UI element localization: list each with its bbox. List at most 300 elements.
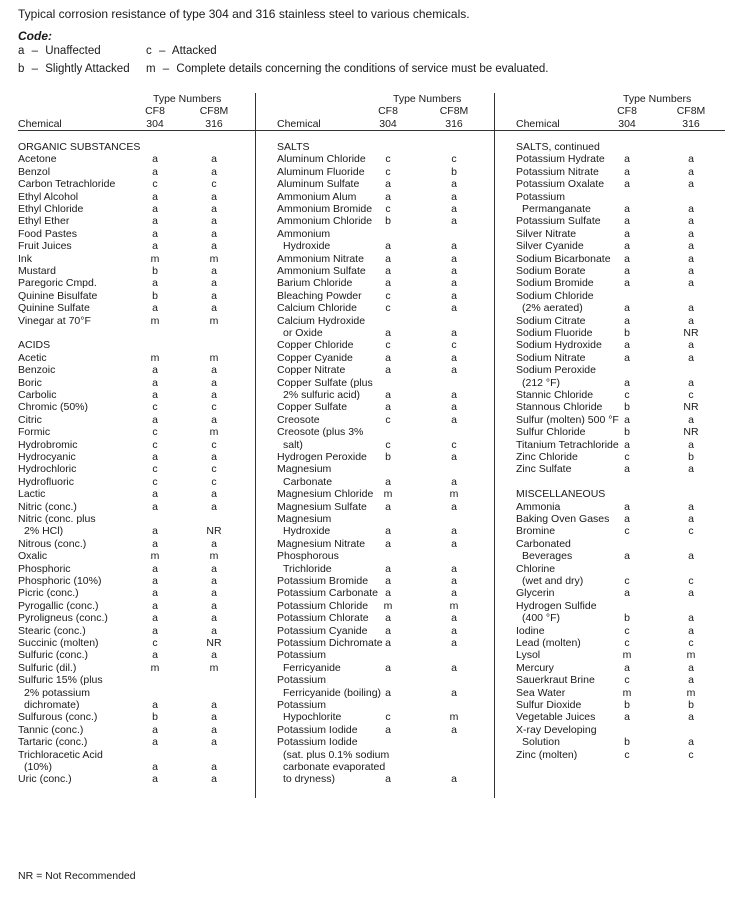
rating-316: a bbox=[211, 302, 217, 315]
chemical-name: Potassium Sulfate bbox=[516, 215, 601, 228]
table-row bbox=[516, 327, 741, 339]
code-label: Attacked bbox=[171, 45, 217, 57]
chemical-name: Sulfuric (conc.) bbox=[18, 649, 89, 662]
rating-304: a bbox=[152, 562, 158, 575]
rating-304: a bbox=[624, 302, 630, 315]
table-row bbox=[18, 302, 248, 314]
table-row bbox=[18, 377, 248, 389]
rating-304: a bbox=[385, 637, 391, 649]
table-row bbox=[277, 228, 487, 240]
rating-304: a bbox=[624, 265, 630, 277]
rating-304: a bbox=[624, 203, 630, 215]
table-row bbox=[516, 265, 741, 277]
rating-304: a bbox=[385, 364, 391, 377]
rating-316: a bbox=[688, 736, 694, 749]
chemical-name: (sat. plus 0.1% sodium bbox=[283, 748, 390, 761]
rating-316: a bbox=[451, 612, 457, 625]
table-row bbox=[277, 339, 487, 351]
chemical-name: Potassium Hydrate bbox=[516, 153, 605, 166]
chemical-name: Potassium Oxalate bbox=[516, 178, 605, 191]
rating-304: m bbox=[150, 252, 160, 265]
chemical-name: Carbolic bbox=[18, 389, 57, 401]
rating-304: c bbox=[624, 624, 630, 637]
rating-304: a bbox=[624, 277, 630, 290]
rating-316: a bbox=[211, 277, 217, 290]
rating-316: a bbox=[688, 227, 694, 240]
rating-316: a bbox=[211, 413, 217, 426]
table-row bbox=[516, 426, 741, 438]
rating-304: c bbox=[624, 575, 630, 587]
table-row bbox=[18, 761, 248, 773]
rating-304: a bbox=[152, 153, 158, 166]
chemical-name: Nitrous (conc.) bbox=[18, 537, 87, 550]
table-row bbox=[277, 575, 487, 587]
table-row bbox=[18, 463, 248, 475]
chemical-name: Magnesium Chloride bbox=[277, 488, 374, 501]
rating-316: a bbox=[211, 289, 217, 302]
chemical-heading: Chemical bbox=[18, 118, 62, 130]
rating-304: a bbox=[152, 736, 158, 749]
table-row bbox=[18, 773, 248, 785]
chemical-name: ACIDS bbox=[18, 339, 51, 352]
rating-316: a bbox=[211, 488, 217, 501]
rating-316: a bbox=[451, 413, 457, 426]
cf8m-heading: CF8M bbox=[199, 105, 229, 117]
chemical-heading: Chemical bbox=[277, 118, 321, 130]
rating-316: c bbox=[211, 475, 217, 488]
rating-316: a bbox=[451, 401, 457, 414]
code-dash: – bbox=[158, 45, 166, 57]
rating-304: c bbox=[385, 339, 391, 352]
table-row bbox=[18, 749, 248, 761]
chemical-name: Potassium bbox=[277, 674, 327, 687]
chemical-name: Titanium Tetrachloride bbox=[516, 438, 619, 451]
chemical-name: Potassium Dichromate bbox=[277, 637, 383, 649]
rating-316: a bbox=[451, 364, 457, 377]
table-row bbox=[18, 513, 248, 525]
rating-316: c bbox=[688, 525, 694, 538]
rating-316: NR bbox=[206, 637, 222, 649]
rating-316: a bbox=[451, 289, 457, 302]
rating-304: c bbox=[385, 203, 391, 215]
rating-316: m bbox=[209, 550, 219, 563]
code-item-m bbox=[146, 63, 548, 75]
table-row bbox=[277, 439, 487, 451]
table-row bbox=[18, 414, 248, 426]
rating-304: c bbox=[624, 748, 630, 761]
rating-316: a bbox=[451, 661, 457, 674]
table-row bbox=[18, 215, 248, 227]
table-row bbox=[277, 612, 487, 624]
chemical-name: Tartaric (conc.) bbox=[18, 736, 88, 749]
chemical-name: Ammonium bbox=[277, 227, 331, 240]
chemical-name: Mustard bbox=[18, 265, 56, 277]
chemical-name: Phosphoric (10%) bbox=[18, 575, 102, 587]
table-row bbox=[277, 637, 487, 649]
chemical-name: Permanganate bbox=[522, 203, 591, 215]
rating-304: a bbox=[152, 190, 158, 203]
table-row bbox=[516, 253, 741, 265]
table-row bbox=[18, 451, 248, 463]
table-row bbox=[18, 253, 248, 265]
chemical-name: Ammonium Bromide bbox=[277, 203, 373, 215]
rating-304: b bbox=[152, 289, 158, 302]
table-row bbox=[18, 736, 248, 748]
rating-304: a bbox=[152, 723, 158, 736]
rating-304: c bbox=[152, 475, 158, 488]
table-row bbox=[277, 699, 487, 711]
rating-316: a bbox=[451, 252, 457, 265]
table-row bbox=[516, 339, 741, 351]
chemical-name: Sulfur Chloride bbox=[516, 426, 586, 439]
rating-316: a bbox=[688, 351, 694, 364]
rating-304: a bbox=[152, 240, 158, 253]
table-row bbox=[516, 153, 741, 165]
rating-316: c bbox=[211, 401, 217, 414]
table-row bbox=[18, 525, 248, 537]
chemical-name: Lead (molten) bbox=[516, 637, 581, 649]
table-row bbox=[516, 463, 741, 475]
table-row bbox=[18, 290, 248, 302]
table-row bbox=[18, 476, 248, 488]
rating-316: a bbox=[688, 215, 694, 228]
table-row bbox=[18, 191, 248, 203]
rating-304: a bbox=[385, 723, 391, 736]
chemical-name: Paregoric Cmpd. bbox=[18, 277, 97, 290]
cf8m-heading: CF8M bbox=[439, 105, 469, 117]
chemical-name: Copper Cyanide bbox=[277, 351, 353, 364]
rating-304: a bbox=[152, 575, 158, 587]
chemical-name: Nitric (conc. plus bbox=[18, 513, 96, 525]
rating-304: m bbox=[622, 649, 632, 662]
chemical-name: Sodium Chloride bbox=[516, 289, 594, 302]
table-row bbox=[277, 352, 487, 364]
rating-304: a bbox=[152, 761, 158, 773]
rating-304: a bbox=[385, 612, 391, 625]
rating-316: m bbox=[209, 426, 219, 439]
chemical-name: Magnesium Sulfate bbox=[277, 500, 367, 513]
chemical-name: salt) bbox=[283, 438, 303, 451]
chemical-name: Hydrogen Peroxide bbox=[277, 451, 367, 463]
chemical-name: Baking Oven Gases bbox=[516, 513, 610, 525]
chemical-name: Magnesium bbox=[277, 463, 332, 476]
column-divider bbox=[255, 93, 256, 798]
rating-316: a bbox=[688, 277, 694, 290]
rating-304: a bbox=[152, 227, 158, 240]
table-row bbox=[516, 203, 741, 215]
code-label: Complete details concerning the conditions of service must be evaluated. bbox=[176, 63, 549, 75]
rating-316: a bbox=[451, 686, 457, 699]
chemical-name: SALTS, continued bbox=[516, 141, 600, 153]
chemical-name: Hydrofluoric bbox=[18, 475, 75, 488]
chemical-name: Potassium Chlorate bbox=[277, 612, 369, 625]
chemical-name: Ammonium Nitrate bbox=[277, 252, 364, 265]
rating-316: a bbox=[211, 190, 217, 203]
rating-304: a bbox=[624, 252, 630, 265]
table-row bbox=[277, 513, 487, 525]
rating-316: a bbox=[688, 587, 694, 600]
chemical-name: Potassium Nitrate bbox=[516, 165, 599, 178]
chemical-name: (10%) bbox=[24, 761, 53, 773]
rating-316: a bbox=[688, 165, 694, 178]
rating-304: a bbox=[152, 525, 158, 538]
table-row bbox=[516, 749, 741, 761]
chemical-name: Ink bbox=[18, 252, 33, 265]
rating-316: a bbox=[211, 699, 217, 711]
chemical-name: Sodium Hydroxide bbox=[516, 339, 602, 352]
rating-316: a bbox=[451, 773, 457, 786]
table-row bbox=[277, 191, 487, 203]
rating-304: a bbox=[385, 401, 391, 414]
rating-316: a bbox=[451, 525, 457, 538]
chemical-name: Copper Sulfate (plus bbox=[277, 376, 373, 389]
table-row bbox=[277, 687, 487, 699]
rating-316: a bbox=[211, 537, 217, 550]
rating-316: a bbox=[688, 624, 694, 637]
rating-316: a bbox=[451, 637, 457, 649]
rating-316: a bbox=[451, 537, 457, 550]
table-row bbox=[18, 563, 248, 575]
chemical-name: Sodium Borate bbox=[516, 265, 586, 277]
chemical-name: to dryness) bbox=[283, 773, 335, 786]
cf8-heading: CF8 bbox=[378, 105, 398, 117]
rating-304: a bbox=[624, 661, 630, 674]
rating-304: a bbox=[152, 649, 158, 662]
chemical-name: Potassium Iodide bbox=[277, 736, 358, 749]
chemical-name: Ethyl Chloride bbox=[18, 203, 84, 215]
rating-304: a bbox=[385, 686, 391, 699]
chemical-name: Sauerkraut Brine bbox=[516, 674, 595, 687]
304-heading: 304 bbox=[146, 118, 164, 130]
table-row bbox=[18, 600, 248, 612]
table-row bbox=[18, 625, 248, 637]
table-row bbox=[277, 277, 487, 289]
table-row bbox=[516, 488, 741, 500]
rating-316: a bbox=[211, 723, 217, 736]
chemical-name: Sulfuric 15% (plus bbox=[18, 674, 103, 687]
rating-304: a bbox=[624, 178, 630, 191]
chemical-name: Phosphorous bbox=[277, 550, 339, 563]
rating-316: a bbox=[688, 178, 694, 191]
table-row bbox=[18, 612, 248, 624]
type-numbers-heading: Type Numbers bbox=[153, 93, 222, 105]
code-key: b bbox=[18, 63, 25, 75]
rating-304: a bbox=[385, 575, 391, 587]
chemical-name: Formic bbox=[18, 426, 51, 439]
chemical-name: Copper Chloride bbox=[277, 339, 354, 352]
table-row bbox=[18, 265, 248, 277]
rating-304: m bbox=[150, 351, 160, 364]
table-row bbox=[18, 352, 248, 364]
chemical-name: Calcium Chloride bbox=[277, 302, 357, 315]
code-item-c bbox=[146, 45, 217, 57]
rating-304: b bbox=[385, 215, 391, 228]
chemical-name: Beverages bbox=[522, 550, 573, 563]
table-row bbox=[516, 277, 741, 289]
chemical-name: Carbon Tetrachloride bbox=[18, 178, 116, 191]
table-row bbox=[18, 315, 248, 327]
rating-304: c bbox=[624, 451, 630, 463]
chemical-name: Hydroxide bbox=[283, 240, 331, 253]
table-row bbox=[516, 352, 741, 364]
chemical-name: Creosote (plus 3% bbox=[277, 426, 364, 439]
table-row bbox=[18, 439, 248, 451]
table-row bbox=[277, 773, 487, 785]
chemical-name: Potassium Cyanide bbox=[277, 624, 368, 637]
rating-304: c bbox=[152, 401, 158, 414]
rating-304: a bbox=[624, 413, 630, 426]
chemical-name: ORGANIC SUBSTANCES bbox=[18, 141, 141, 153]
table-row bbox=[277, 724, 487, 736]
rating-304: c bbox=[152, 426, 158, 439]
chemical-name: SALTS bbox=[277, 141, 310, 153]
rating-304: m bbox=[383, 488, 393, 501]
table-row bbox=[18, 674, 248, 686]
rating-316: a bbox=[211, 265, 217, 277]
rating-316: a bbox=[211, 599, 217, 612]
rating-316: a bbox=[688, 339, 694, 352]
chemical-name: Oxalic bbox=[18, 550, 48, 563]
chemical-name: Potassium Bromide bbox=[277, 575, 369, 587]
chemical-name: Copper Nitrate bbox=[277, 364, 346, 377]
rating-304: a bbox=[385, 661, 391, 674]
table-row bbox=[516, 228, 741, 240]
rating-304: a bbox=[624, 550, 630, 563]
rating-316: a bbox=[451, 587, 457, 600]
rating-316: c bbox=[211, 178, 217, 191]
rating-304: a bbox=[152, 203, 158, 215]
chemical-name: Potassium bbox=[516, 190, 566, 203]
table-row bbox=[277, 476, 487, 488]
rating-316: c bbox=[688, 748, 694, 761]
rating-304: c bbox=[152, 438, 158, 451]
rating-304: a bbox=[152, 699, 158, 711]
304-heading: 304 bbox=[379, 118, 397, 130]
table-row bbox=[277, 649, 487, 661]
rating-304: a bbox=[152, 612, 158, 625]
rating-304: b bbox=[624, 426, 630, 439]
table-row bbox=[277, 141, 487, 153]
rating-316: m bbox=[209, 252, 219, 265]
table-row bbox=[18, 389, 248, 401]
chemical-name: (2% aerated) bbox=[522, 302, 583, 315]
rating-304: c bbox=[385, 438, 391, 451]
rating-316: a bbox=[211, 215, 217, 228]
rating-316: a bbox=[688, 413, 694, 426]
rating-304: a bbox=[624, 339, 630, 352]
316-heading: 316 bbox=[205, 118, 223, 130]
rating-316: c bbox=[211, 438, 217, 451]
table-row bbox=[516, 687, 741, 699]
rating-316: a bbox=[211, 376, 217, 389]
table-row bbox=[277, 253, 487, 265]
table-row bbox=[18, 401, 248, 413]
chemical-name: Sea Water bbox=[516, 686, 566, 699]
chemical-name: Sodium Bromide bbox=[516, 277, 594, 290]
table-row bbox=[516, 637, 741, 649]
rating-316: a bbox=[451, 575, 457, 587]
table-row bbox=[516, 525, 741, 537]
chemical-name: Hydrochloric bbox=[18, 463, 77, 476]
rating-316: a bbox=[211, 240, 217, 253]
rating-316: a bbox=[211, 624, 217, 637]
table-row bbox=[277, 401, 487, 413]
table-row bbox=[516, 575, 741, 587]
rating-316: a bbox=[211, 711, 217, 724]
rating-304: c bbox=[385, 302, 391, 315]
table-row bbox=[516, 364, 741, 376]
rating-304: a bbox=[624, 711, 630, 724]
table-row bbox=[516, 302, 741, 314]
table-row bbox=[18, 575, 248, 587]
chemical-name: (212 °F) bbox=[522, 376, 561, 389]
table-row bbox=[277, 203, 487, 215]
rating-316: m bbox=[209, 661, 219, 674]
rating-304: b bbox=[624, 327, 630, 339]
rating-304: a bbox=[624, 240, 630, 253]
table-row bbox=[277, 414, 487, 426]
chemical-name: Creosote bbox=[277, 413, 320, 426]
rating-316: a bbox=[211, 227, 217, 240]
table-row bbox=[516, 662, 741, 674]
chemical-name: Sodium Nitrate bbox=[516, 351, 586, 364]
rating-316: a bbox=[688, 240, 694, 253]
table-row bbox=[18, 339, 248, 351]
rating-304: a bbox=[624, 500, 630, 513]
rating-316: NR bbox=[683, 327, 699, 339]
table-row bbox=[277, 178, 487, 190]
rating-316: a bbox=[451, 265, 457, 277]
chemical-name: Silver Cyanide bbox=[516, 240, 584, 253]
chemical-name: Acetic bbox=[18, 351, 47, 364]
rating-304: a bbox=[385, 624, 391, 637]
table-row bbox=[18, 203, 248, 215]
chemical-name: Hydrocyanic bbox=[18, 451, 76, 463]
rating-304: c bbox=[624, 525, 630, 538]
cf8-heading: CF8 bbox=[617, 105, 637, 117]
rating-316: a bbox=[211, 736, 217, 749]
rating-316: m bbox=[449, 711, 459, 724]
code-item-b bbox=[18, 63, 130, 75]
table-row bbox=[516, 215, 741, 227]
table-row bbox=[516, 550, 741, 562]
chemical-name: Pyroligneus (conc.) bbox=[18, 612, 108, 625]
rating-304: m bbox=[150, 314, 160, 327]
rating-304: a bbox=[385, 252, 391, 265]
chemical-name: Sodium Bicarbonate bbox=[516, 252, 611, 265]
table-row bbox=[18, 662, 248, 674]
table-row bbox=[516, 476, 741, 488]
rating-304: a bbox=[624, 314, 630, 327]
table-row bbox=[277, 389, 487, 401]
rating-316: a bbox=[451, 351, 457, 364]
rating-304: b bbox=[152, 265, 158, 277]
chemical-name: Nitric (conc.) bbox=[18, 500, 77, 513]
chemical-name: Aluminum Sulfate bbox=[277, 178, 360, 191]
table-row bbox=[18, 699, 248, 711]
chemical-name: Hydroxide bbox=[283, 525, 331, 538]
chemical-heading: Chemical bbox=[516, 118, 560, 130]
chemical-name: Sulfurous (conc.) bbox=[18, 711, 98, 724]
header-rule bbox=[18, 130, 725, 131]
chemical-column-2 bbox=[277, 141, 487, 791]
rating-316: c bbox=[688, 575, 694, 587]
chemical-name: Sodium Peroxide bbox=[516, 364, 596, 377]
code-dash: – bbox=[162, 63, 170, 75]
rating-316: NR bbox=[206, 525, 222, 538]
rating-316: c bbox=[451, 339, 457, 352]
table-row bbox=[18, 364, 248, 376]
